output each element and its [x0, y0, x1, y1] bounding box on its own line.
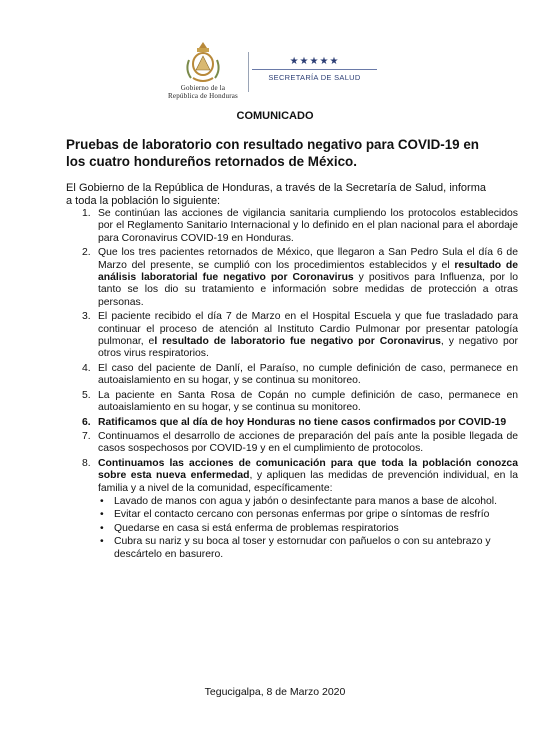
- item-number: 3.: [82, 311, 91, 323]
- bullet-icon: •: [100, 522, 104, 534]
- coat-of-arms-icon: [183, 40, 223, 84]
- item-text-bold: l resultado de laboratorio fue negativo por Coronavirus: [154, 336, 441, 348]
- list-item: [82, 430, 518, 456]
- bullet-text: Cubra su nariz y su boca al toser y estornudar con pañuelos o con su antebrazo y descártelo en basurero.: [114, 536, 491, 560]
- bullet-icon: •: [100, 509, 104, 521]
- item-text: Ratificamos que al día de hoy Honduras no tiene casos confirmados por COVID-19: [98, 416, 507, 428]
- document-title: Pruebas de laboratorio con resultado negativo para COVID-19 en los cuatro hondureños retornados de México.: [66, 137, 479, 169]
- document-label: COMUNICADO: [236, 110, 314, 122]
- item-text-bold: resultado de análisis laboratorial fue negativo por Coronavirus: [98, 259, 518, 284]
- item-number: 1.: [82, 208, 91, 219]
- item-text: y positivos para Influenza, por lo tanto se los dio su tratamiento e información sobre medidas de protección a otras personas.: [98, 272, 518, 308]
- item-text-bold: Continuamos las acciones de comunicación para que toda la población conozca sobre esta nueva enfermedad: [98, 457, 518, 482]
- item-number: 6.: [82, 416, 91, 428]
- item-number: 5.: [82, 389, 91, 401]
- item-text: Que los tres pacientes retornados de México, que llegaron a San Pedro Sula el día 6 de Marzo del presente, se cumplió con los procedimientos establecidos y el: [98, 247, 518, 271]
- list-item: [82, 311, 519, 361]
- item-number: 7.: [82, 430, 91, 442]
- government-seal: [163, 40, 243, 100]
- bullet-text: Evitar el contacto cercano con personas enfermas por gripe o síntomas de resfrío: [114, 509, 490, 521]
- bullet-icon: •: [100, 495, 104, 507]
- list-item: [82, 457, 519, 561]
- item-number: 4.: [82, 362, 91, 374]
- list-item: [82, 362, 518, 388]
- item-text: El caso del paciente de Danlí, el Paraíso, no cumple definición de caso, permanece en autoaislamiento en su hogar, y se continua su monitoreo.: [98, 362, 518, 387]
- list-item: [82, 416, 518, 429]
- item-number: 2.: [82, 247, 91, 259]
- bullet-item: [100, 536, 518, 561]
- stars-icon: ★★★★★: [289, 56, 340, 67]
- place-date: Tegucigalpa, 8 de Marzo 2020: [204, 686, 346, 698]
- seal-caption-line2: República de Honduras: [168, 92, 238, 100]
- intro-paragraph: El Gobierno de la República de Honduras, a través de la Secretaría de Salud, informa a toda la población lo siguiente:: [66, 182, 486, 207]
- prevention-bullets: [98, 496, 518, 561]
- bullet-text: Lavado de manos con agua y jabón o desinfectante para manos a base de alcohol.: [114, 495, 497, 507]
- ministry-name: SECRETARÍA DE SALUD: [268, 73, 361, 82]
- list-item: [82, 208, 518, 245]
- bullet-item: [100, 509, 518, 521]
- item-text: , y negativo por otros virus respiratorios.: [98, 336, 519, 360]
- item-text: , y apliquen las medidas de prevención individual, en la familia y a nivel de la comunidad, específicamente:: [98, 470, 519, 494]
- seal-caption-line1: Gobierno de la: [180, 84, 226, 92]
- bullet-icon: •: [100, 536, 104, 548]
- item-number: 8.: [82, 457, 91, 469]
- bullet-item: [100, 495, 518, 508]
- ministry-logo: [252, 56, 377, 82]
- header-divider: [248, 52, 249, 92]
- item-text: Continuamos el desarrollo de acciones de preparación del país ante la posible llegada de casos sospechosos por COVID-19 y en el cumplimiento de protocolos.: [98, 430, 518, 455]
- list-item: [82, 389, 518, 415]
- announcement-list: [66, 208, 518, 563]
- item-text: El paciente recibido el día 7 de Marzo en el Hospital Escuela y que fue trasladado para continuar el proceso de atención al Instituto Cardio Pulmonar por presentar patología pulmonar, e: [98, 311, 518, 348]
- letterhead: [0, 40, 550, 105]
- item-text: Se continúan las acciones de vigilancia sanitaria cumpliendo los protocolos establecidos por el Reglamento Sanitario Internacional y lo definido en el plan nacional para el abordaje para Coronavirus COVID-19 en Honduras.: [98, 208, 518, 244]
- ministry-rule: [252, 69, 377, 70]
- bullet-text: Quedarse en casa si está enferma de problemas respiratorios: [114, 522, 399, 534]
- item-text: La paciente en Santa Rosa de Copán no cumple definición de caso, permanece en autoaislamiento en su hogar, y se continua su monitoreo.: [98, 389, 518, 414]
- bullet-item: [100, 522, 518, 535]
- list-item: [82, 247, 518, 309]
